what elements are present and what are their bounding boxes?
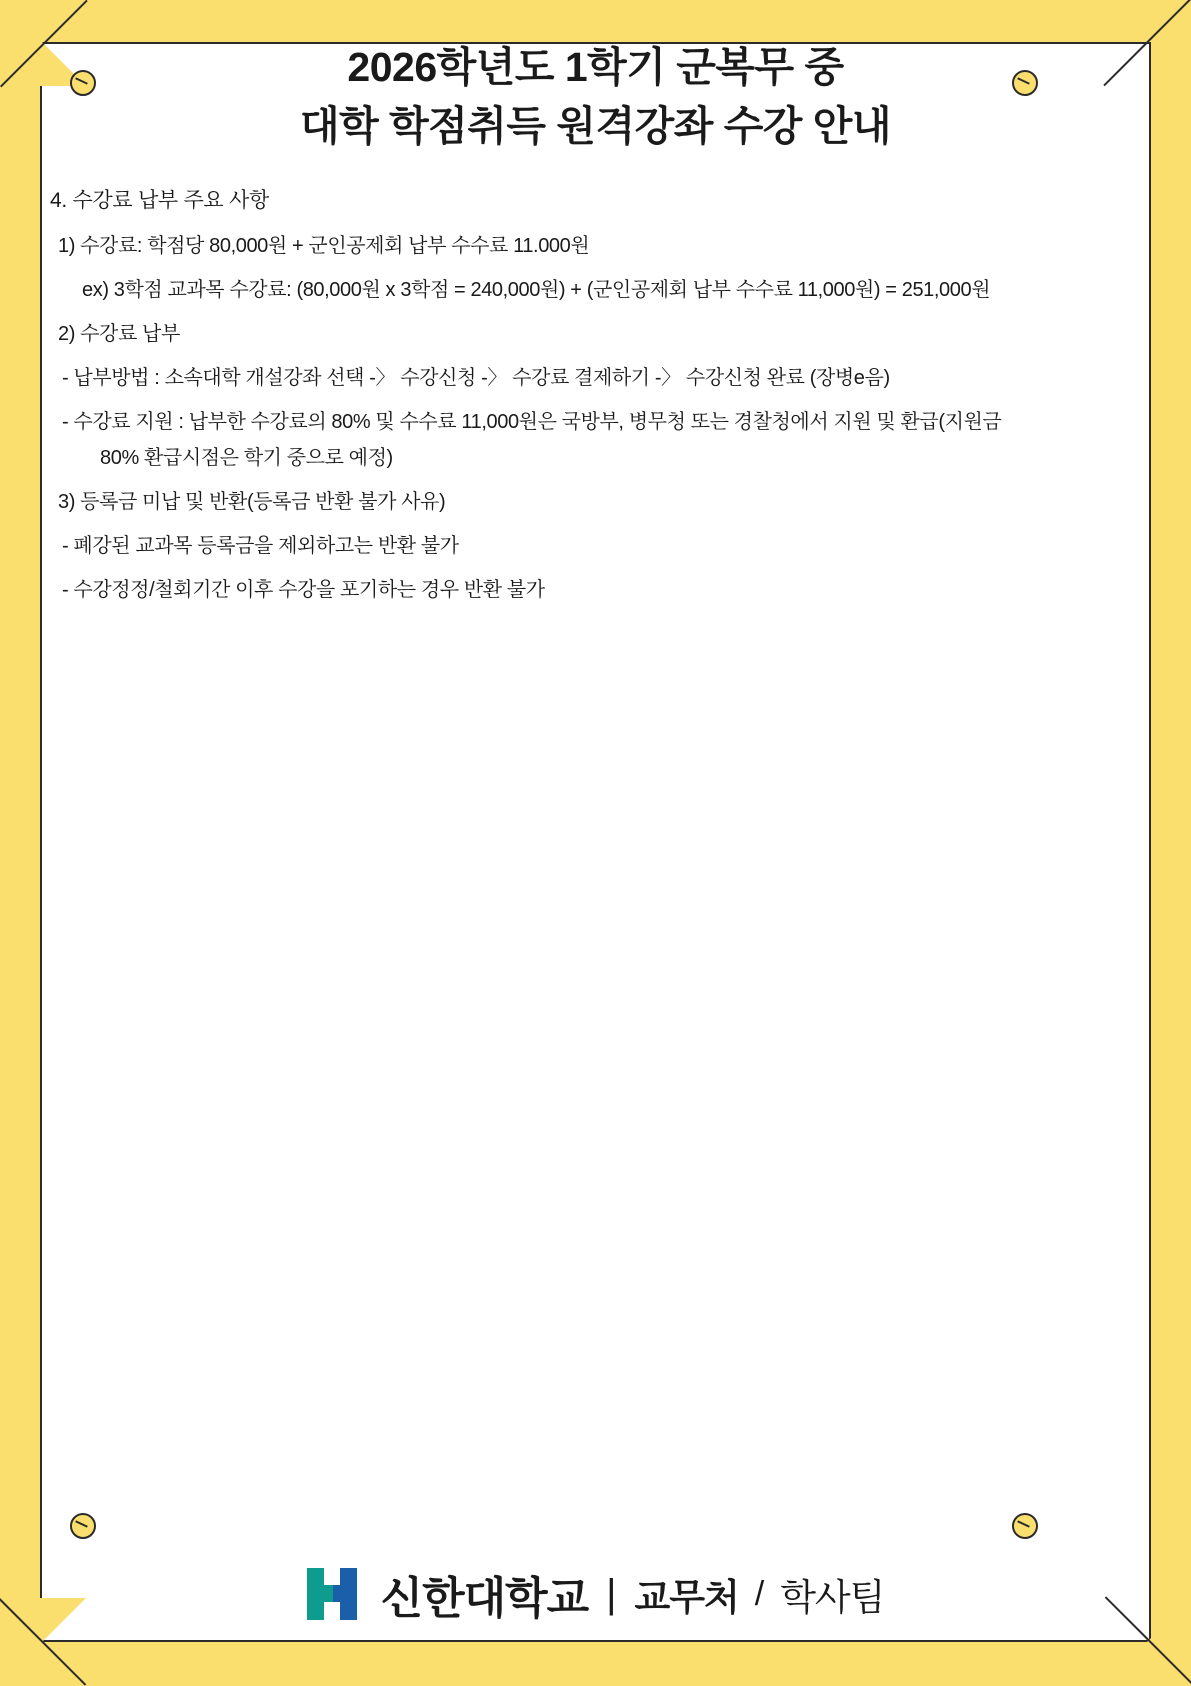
section-heading: 4. 수강료 납부 주요 사항 [50,189,269,212]
page-title [0,38,1191,157]
screw-icon-bottom-left [70,1513,96,1539]
list-item-refund: 3) 등록금 미납 및 반환(등록금 반환 불가 사유) [58,490,446,513]
footer-slash: / [754,1574,765,1613]
list-item-payment-support-continued: 80% 환급시점은 학기 중으로 예정) [100,446,393,469]
list-item-payment-method: - 납부방법 : 소속대학 개설강좌 선택 -〉 수강신청 -〉 수강료 결제하기 -〉 수강신청 완료 (장병e음) [62,366,890,389]
shinhan-university-logo-icon [307,1568,363,1620]
list-item-tuition-example: ex) 3학점 교과목 수강료: (80,000원 x 3학점 = 240,000원) + (군인공제회 납부 수수료 11,000원) = 251,000원 [82,278,991,301]
footer-separator: | [606,1571,617,1616]
page-title-line-1: 2026학년도 1학기 군복무 중 [347,44,844,90]
list-item-payment: 2) 수강료 납부 [58,322,180,345]
footer-department-name: 교무처 [634,1577,739,1618]
content-body [8,185,1093,619]
footer-logo [0,1562,1191,1626]
list-item-payment-support: - 수강료 지원 : 납부한 수강료의 80% 및 수수료 11,000원은 국방부, 병무청 또는 경찰청에서 지원 및 환급(지원금 [62,410,1002,433]
list-item-refund-rule-2: - 수강정정/철회기간 이후 수강을 포기하는 경우 반환 불가 [62,578,545,601]
screw-icon-bottom-right [1012,1513,1038,1539]
page-title-line-2: 대학 학점취득 원격강좌 수강 안내 [299,103,892,150]
footer-team-name: 학사팀 [780,1577,885,1618]
list-item-refund-rule-1: - 폐강된 교과목 등록금을 제외하고는 반환 불가 [62,534,459,557]
footer-university-name: 신한대학교 [380,1574,589,1623]
list-item-tuition-fee: 1) 수강료: 학점당 80,000원 + 군인공제회 납부 수수료 11.000원 [58,234,590,257]
